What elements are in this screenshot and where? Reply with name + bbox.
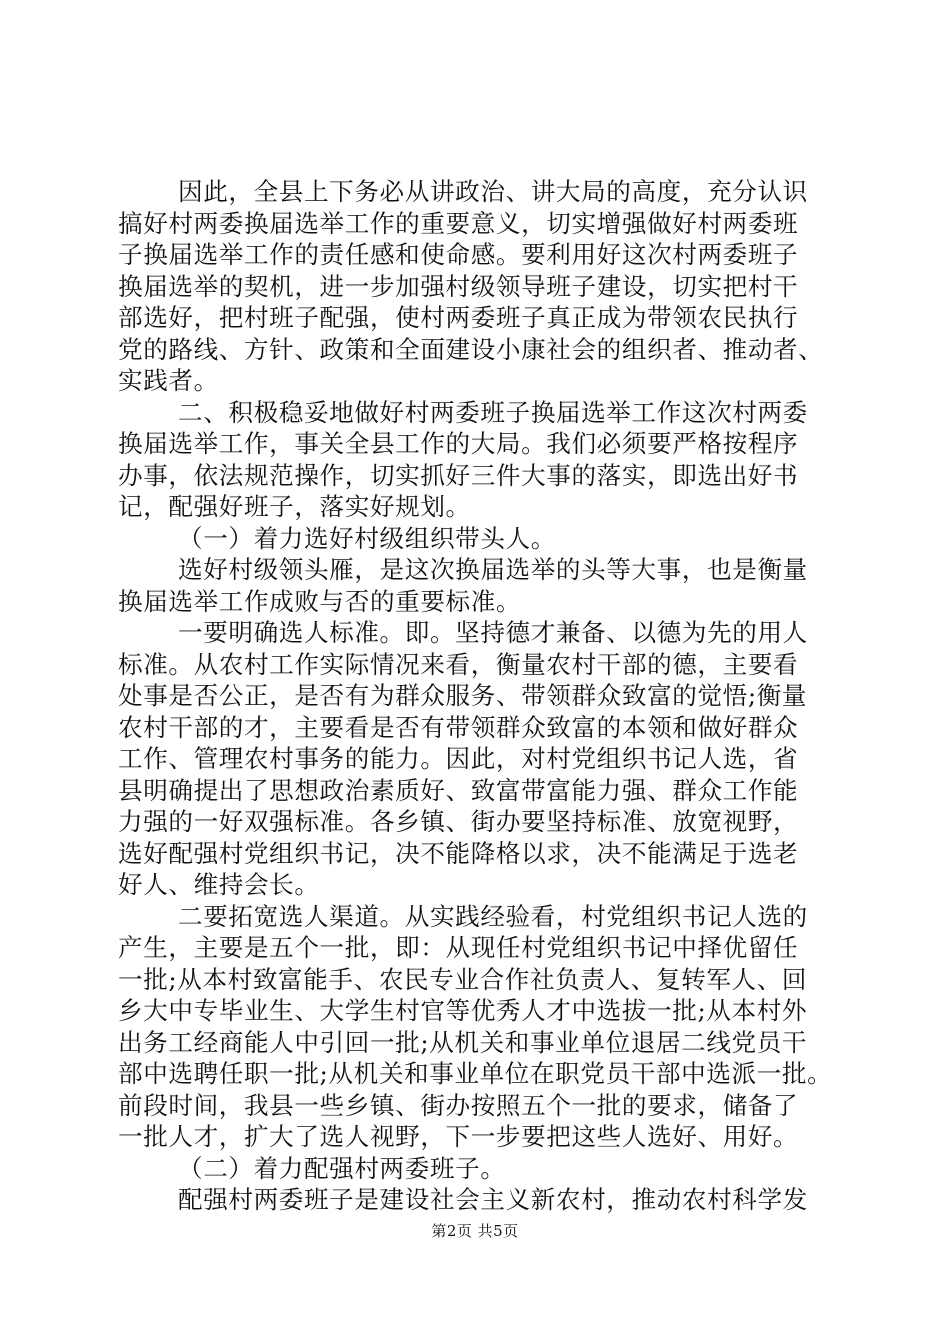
text-line: 乡大中专毕业生、大学生村官等优秀人才中选拔一批;从本村外: [118, 996, 808, 1025]
text-line: 子换届选举工作的责任感和使命感。要利用好这次村两委班子: [118, 240, 799, 269]
text-line: 实践者。: [118, 366, 219, 395]
text-line: 好人、维持会长。: [118, 870, 320, 899]
text-line: 农村干部的才，主要看是否有带领群众致富的本领和做好群众: [118, 712, 799, 742]
text-line: 办事，依法规范操作，切实抓好三件大事的落实，即选出好书: [118, 460, 799, 490]
text-line: 标准。从农村工作实际情况来看，衡量农村干部的德，主要看: [118, 649, 799, 679]
text-line: 部选好，把村班子配强，使村两委班子真正成为带领农民执行: [118, 303, 799, 332]
text-line: 换届选举工作，事关全县工作的大局。我们必须要严格按程序: [118, 429, 799, 458]
text-line: 选好配强村党组织书记，决不能降格以求，决不能满足于选老: [118, 838, 799, 868]
text-line: 二要拓宽选人渠道。从实践经验看，村党组织书记人选的: [178, 901, 808, 931]
text-line: 产生，主要是五个一批，即：从现任村党组织书记中择优留任: [118, 933, 799, 962]
document-body: [118, 176, 838, 1216]
text-line: 换届选举的契机，进一步加强村级领导班子建设，切实把村干: [118, 271, 799, 301]
text-line: 记，配强好班子，落实好规划。: [118, 492, 471, 521]
page-footer: 第2页 共5页: [431, 1222, 519, 1240]
text-line: 前段时间，我县一些乡镇、街办按照五个一批的要求，储备了: [118, 1090, 799, 1120]
text-line: 力强的一好双强标准。各乡镇、街办要坚持标准、放宽视野，: [118, 807, 799, 836]
text-line: （二）着力配强村两委班子。: [178, 1153, 506, 1183]
text-line: （一）着力选好村级组织带头人。: [178, 523, 556, 553]
text-line: 一批;从本村致富能手、农民专业合作社负责人、复转军人、回: [118, 964, 808, 994]
text-line: 工作、管理农村事务的能力。因此，对村党组织书记人选，省: [118, 744, 799, 773]
text-line: 党的路线、方针、政策和全面建设小康社会的组织者、推动者、: [118, 334, 824, 364]
text-line: 选好村级领头雁，是这次换届选举的头等大事，也是衡量: [178, 555, 808, 584]
text-line: 部中选聘任职一批;从机关和事业单位在职党员干部中选派一批。: [118, 1059, 833, 1088]
text-line: 县明确提出了思想政治素质好、致富带富能力强、群众工作能: [118, 775, 799, 805]
text-line: 搞好村两委换届选举工作的重要意义，切实增强做好村两委班: [118, 208, 799, 238]
text-line: 因此，全县上下务必从讲政治、讲大局的高度，充分认识: [178, 177, 808, 206]
text-line: 二、积极稳妥地做好村两委班子换届选举工作这次村两委: [178, 397, 808, 427]
text-line: 换届选举工作成败与否的重要标准。: [118, 586, 522, 616]
text-line: 配强村两委班子是建设社会主义新农村，推动农村科学发: [178, 1185, 808, 1214]
text-line: 出务工经商能人中引回一批;从机关和事业单位退居二线党员干: [118, 1027, 808, 1057]
text-line: 一要明确选人标准。即。坚持德才兼备、以德为先的用人: [178, 618, 808, 647]
text-line: 一批人才，扩大了选人视野，下一步要把这些人选好、用好。: [118, 1122, 799, 1151]
text-line: 处事是否公正，是否有为群众服务、带领群众致富的觉悟;衡量: [118, 681, 808, 710]
